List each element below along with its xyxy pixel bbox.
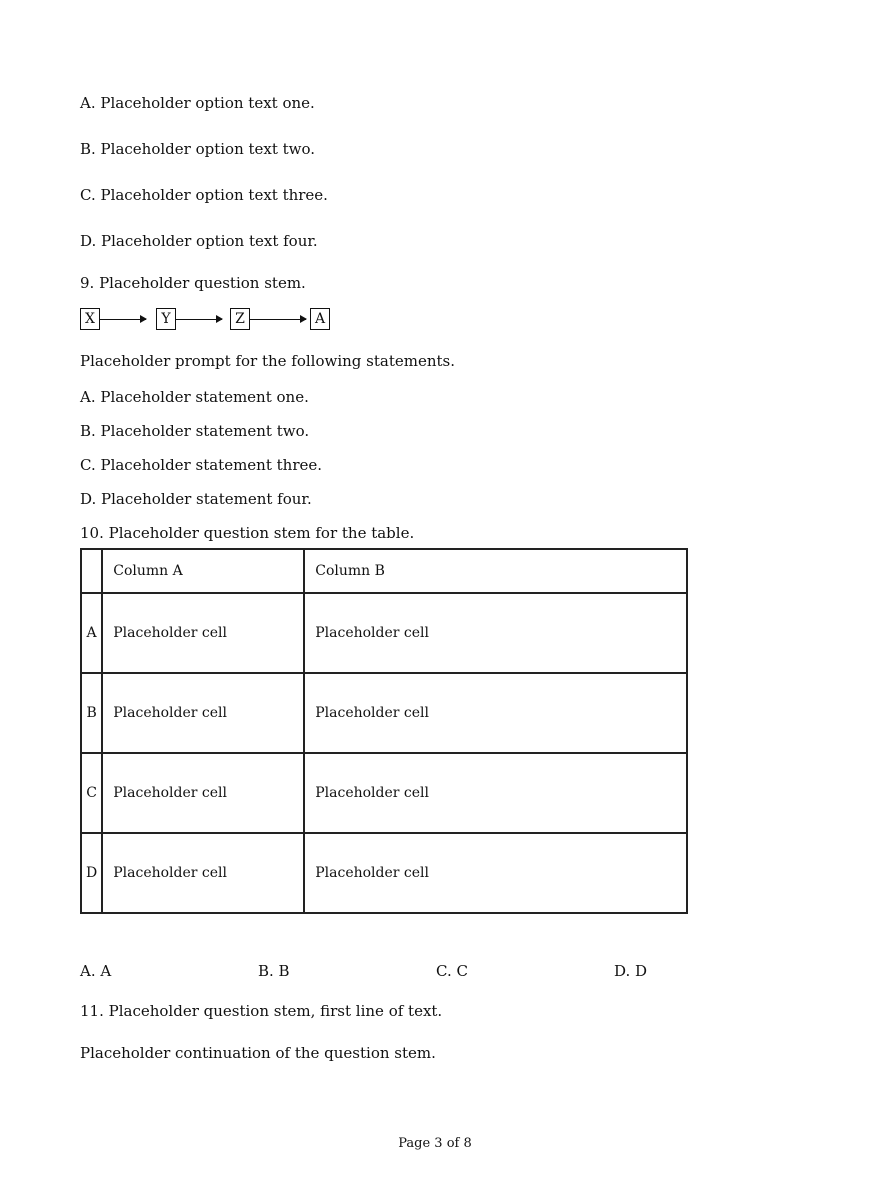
table-cell: Placeholder cell bbox=[304, 673, 687, 753]
flow-arrow bbox=[250, 319, 306, 320]
flow-diagram bbox=[80, 308, 340, 334]
row-key: C bbox=[81, 753, 102, 833]
option-line: D. Placeholder option text four. bbox=[80, 232, 318, 250]
page-footer: Page 3 of 8 bbox=[398, 1136, 472, 1151]
table-cell: Placeholder cell bbox=[102, 593, 304, 673]
answer-option: B. B bbox=[258, 962, 290, 980]
experiment-table bbox=[80, 548, 688, 914]
table-cell bbox=[81, 549, 102, 593]
table-cell: Placeholder cell bbox=[304, 753, 687, 833]
row-key: A bbox=[81, 593, 102, 673]
option-line: B. Placeholder statement two. bbox=[80, 422, 310, 440]
table-cell: Placeholder cell bbox=[102, 673, 304, 753]
question-stem-continuation: Placeholder continuation of the question stem. bbox=[80, 1044, 436, 1062]
table-cell: Placeholder cell bbox=[304, 833, 687, 913]
prompt-line: Placeholder prompt for the following statements. bbox=[80, 352, 455, 370]
table-row bbox=[81, 593, 687, 673]
question-stem: 11. Placeholder question stem, first line of text. bbox=[80, 1002, 443, 1020]
table-cell: Placeholder cell bbox=[304, 593, 687, 673]
option-line: A. Placeholder option text one. bbox=[80, 94, 315, 112]
question-stem: 10. Placeholder question stem for the table. bbox=[80, 524, 415, 542]
table-cell: Placeholder cell bbox=[102, 753, 304, 833]
table-header: Column B bbox=[304, 549, 687, 593]
table-cell: Placeholder cell bbox=[102, 833, 304, 913]
table-row bbox=[81, 673, 687, 753]
answer-option: D. D bbox=[614, 962, 648, 980]
option-line: C. Placeholder option text three. bbox=[80, 186, 328, 204]
option-line: C. Placeholder statement three. bbox=[80, 456, 323, 474]
table-row bbox=[81, 833, 687, 913]
question-stem: 9. Placeholder question stem. bbox=[80, 274, 306, 292]
flow-node: Z bbox=[230, 308, 250, 330]
flow-node: X bbox=[80, 308, 100, 330]
option-line: B. Placeholder option text two. bbox=[80, 140, 316, 158]
answer-option: A. A bbox=[80, 962, 112, 980]
table-row bbox=[81, 753, 687, 833]
flow-arrow bbox=[100, 319, 146, 320]
flow-node: A bbox=[310, 308, 330, 330]
option-line: A. Placeholder statement one. bbox=[80, 388, 309, 406]
answer-option: C. C bbox=[436, 962, 468, 980]
option-line: D. Placeholder statement four. bbox=[80, 490, 312, 508]
flow-node: Y bbox=[156, 308, 176, 330]
table-header: Column A bbox=[102, 549, 304, 593]
row-key: D bbox=[81, 833, 102, 913]
row-key: B bbox=[81, 673, 102, 753]
table-header-row bbox=[81, 549, 687, 593]
flow-arrow bbox=[176, 319, 222, 320]
